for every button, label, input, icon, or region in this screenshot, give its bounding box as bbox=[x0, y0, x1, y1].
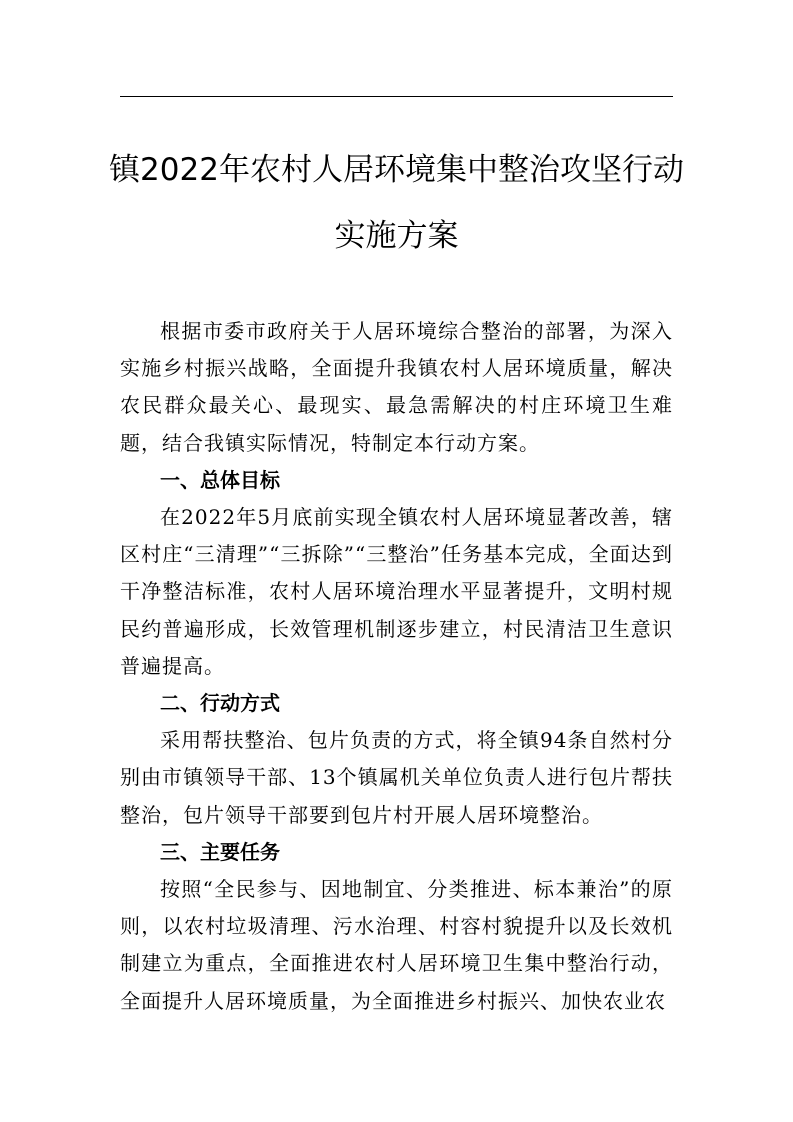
section-text-goals: 在2022年5月底前实现全镇农村人居环境显著改善，辖区村庄“三清理”“三拆除”“三整治”任务基本完成，全面达到干净整洁标准，农村人居环境治理水平显著提升，文明村规民约普遍形成，长效管理机制逐步建立，村民清洁卫生意识普遍提高。 bbox=[120, 505, 673, 678]
header-rule bbox=[120, 96, 673, 97]
document-body bbox=[120, 313, 673, 1020]
document-title-line-2: 实施方案 bbox=[334, 218, 459, 254]
intro-paragraph: 根据市委市政府关于人居环境综合整治的部署，为深入实施乡村振兴战略，全面提升我镇农村人居环境质量，解决农民群众最关心、最现实、最急需解决的村庄环境卫生难题，结合我镇实际情况，特制定本行动方案。 bbox=[120, 319, 673, 455]
document-title-line-1: 镇2022年农村人居环境集中整治攻坚行动 bbox=[109, 152, 684, 188]
section-heading-goals: 一、总体目标 bbox=[160, 467, 280, 492]
section-heading-tasks: 三、主要任务 bbox=[160, 839, 280, 864]
section-heading-approach: 二、行动方式 bbox=[160, 691, 280, 716]
section-text-approach: 采用帮扶整治、包片负责的方式，将全镇94条自然村分别由市镇领导干部、13个镇属机关单位负责人进行包片帮扶整治，包片领导干部要到包片村开展人居环境整治。 bbox=[120, 728, 673, 827]
section-text-tasks: 按照“全民参与、因地制宜、分类推进、标本兼治”的原则，以农村垃圾清理、污水治理、村容村貌提升以及长效机制建立为重点，全面推进农村人居环境卫生集中整治行动，全面提升人居环境质量，为全面推进乡村振兴、加快农业农 bbox=[120, 877, 673, 1013]
